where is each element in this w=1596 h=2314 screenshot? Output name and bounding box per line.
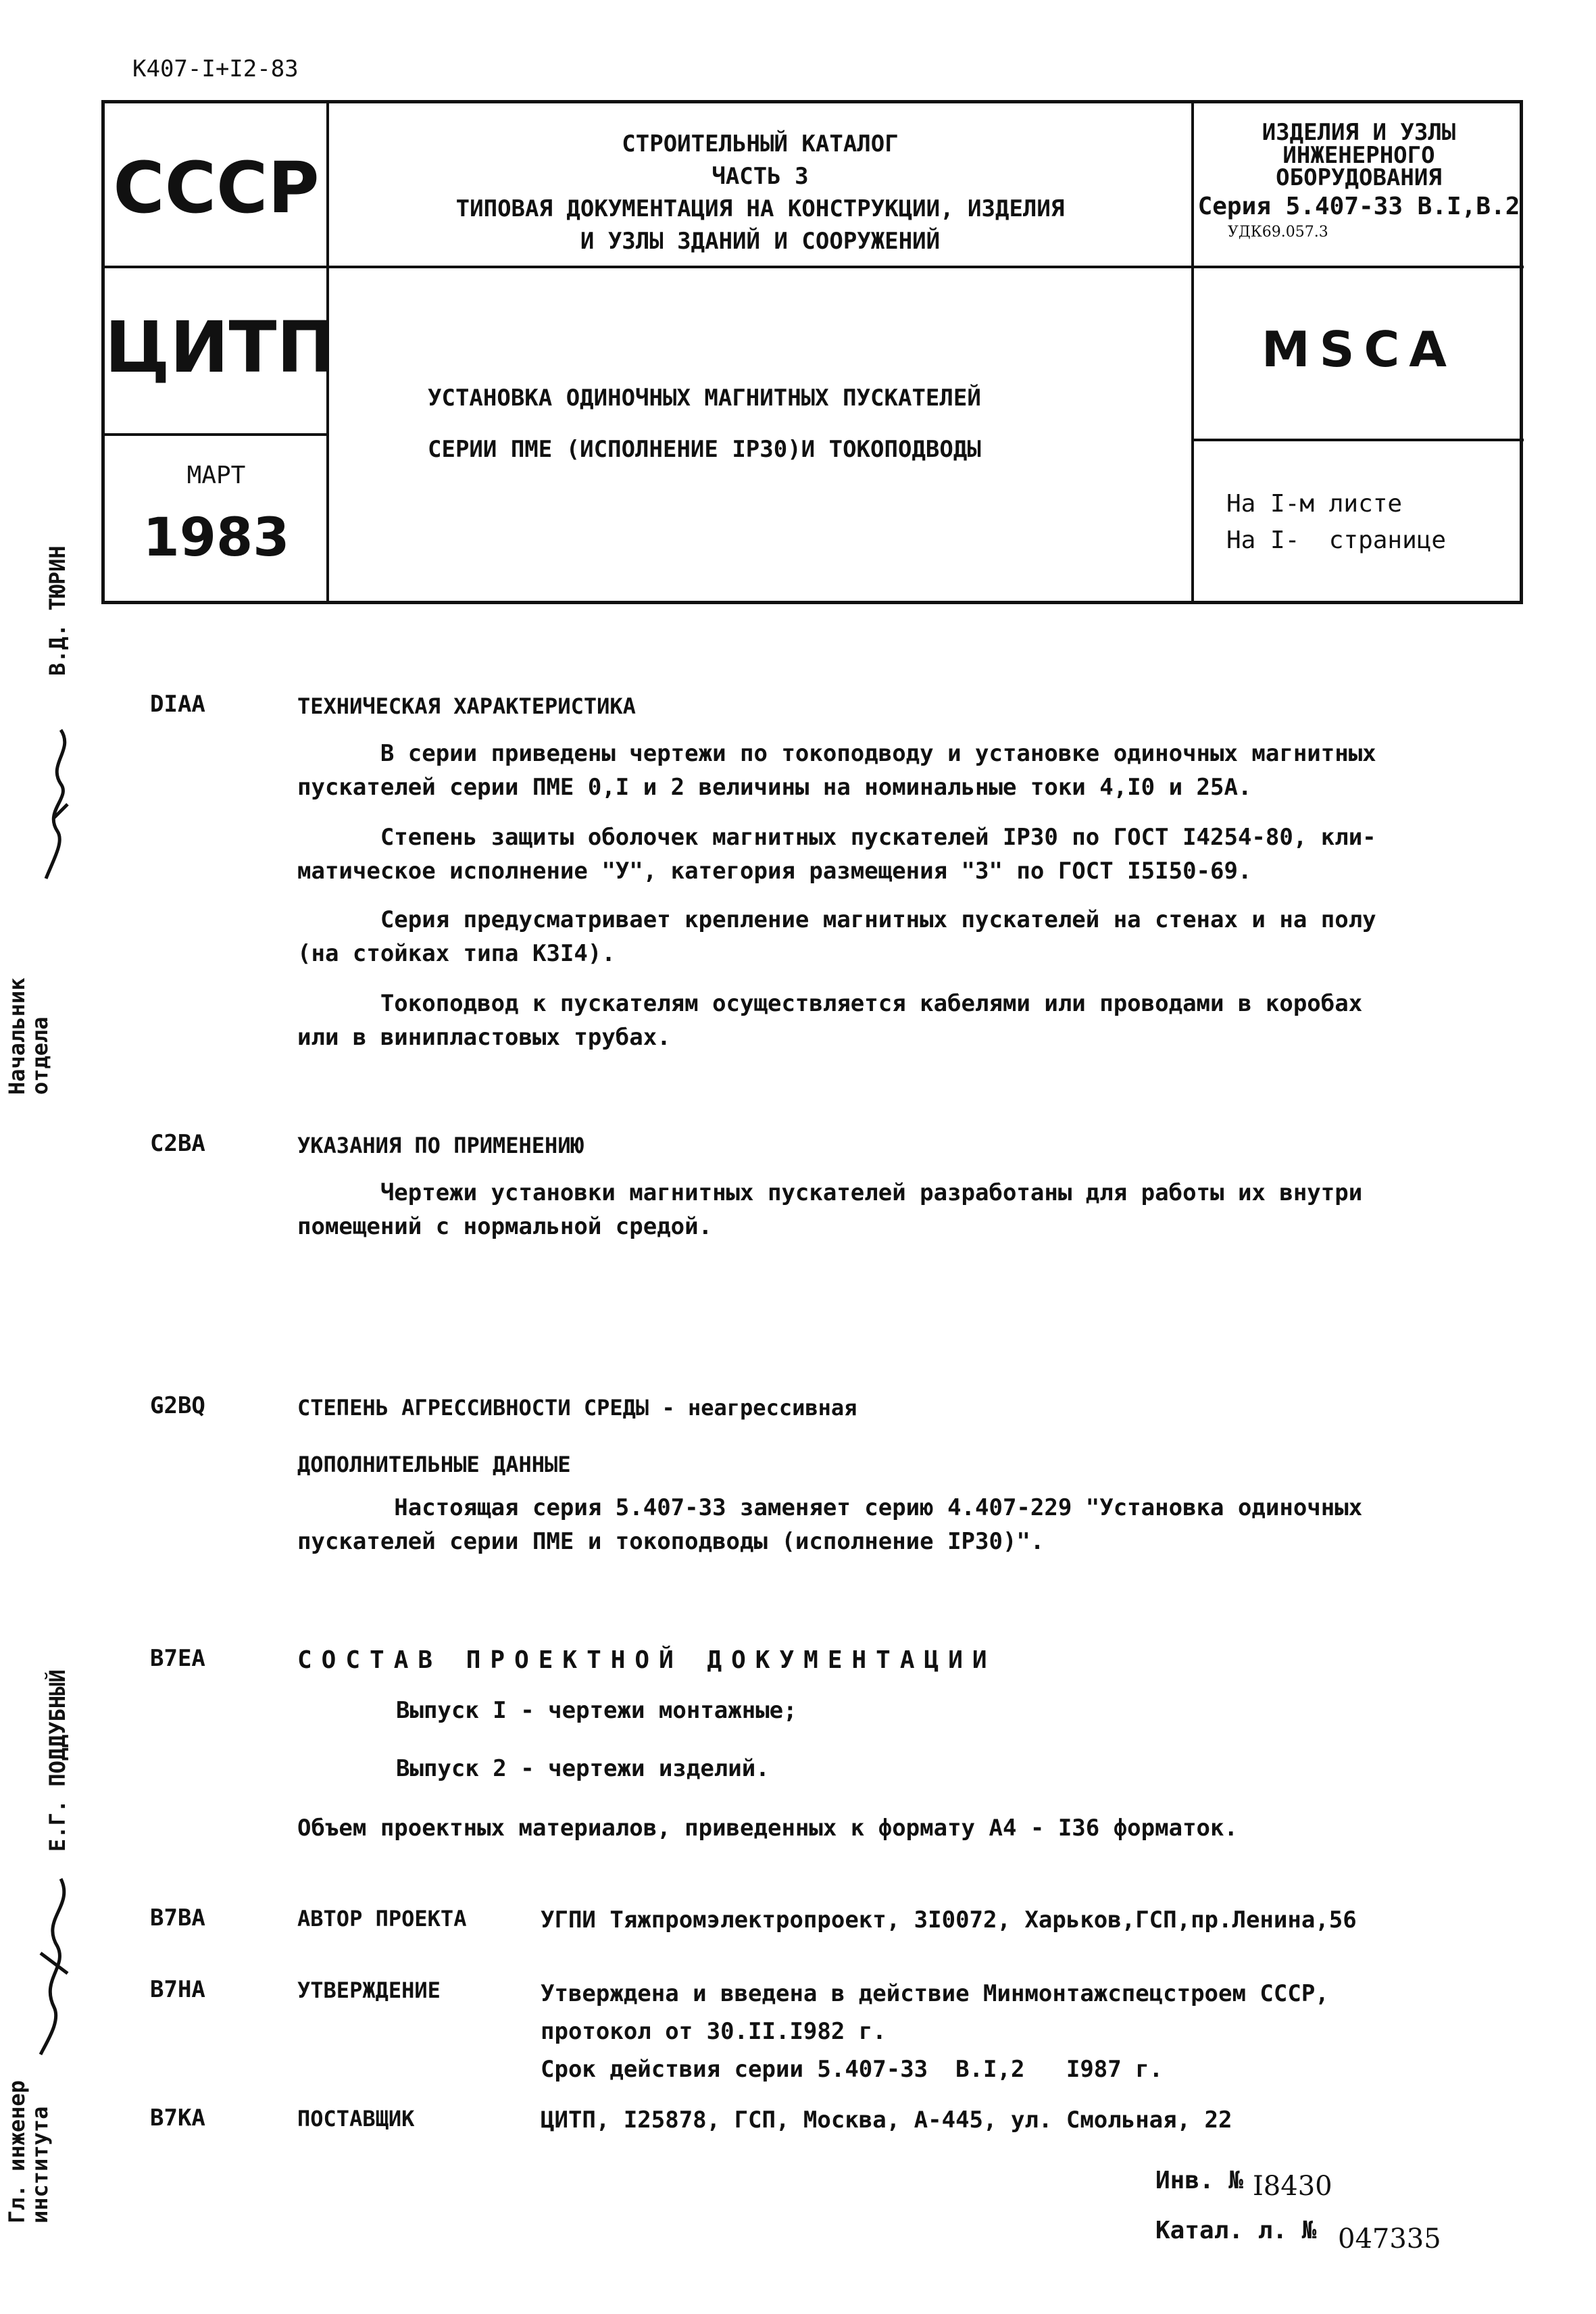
paragraph: Чертежи установки магнитных пускателей разработаны для работы их внутри помещений с нормальной средой.: [297, 1179, 1363, 1240]
row-code: B7BA: [150, 1904, 205, 1931]
header-table: [101, 100, 1523, 604]
paragraph: Токоподвод к пускателям осуществляется кабелями или проводами в коробах или в винипластовых трубах.: [297, 990, 1363, 1051]
signer-name-2: Е.Г. ПОДДУБНЫЙ: [45, 1669, 70, 1852]
paragraph: В серии приведены чертежи по токоподводу и установке одиночных магнитных пускателей серии ПМЕ 0,I и 2 величины на номинальные токи 4,I0 и 25А.: [297, 740, 1376, 801]
section-heading: УКАЗАНИЯ ПО ПРИМЕНЕНИЮ: [297, 1133, 584, 1158]
document-title: [428, 372, 1184, 475]
summary-line: Объем проектных материалов, приведенных к формату А4 - I36 форматок.: [297, 1815, 1238, 1842]
page-count: На I- странице: [1226, 526, 1447, 554]
series-number: Серия 5.407-33 В.I,В.2: [1197, 193, 1520, 220]
section-heading: СТЕПЕНЬ АГРЕССИВНОСТИ СРЕДЫ - неагрессивная: [297, 1395, 857, 1421]
signer-role-1: [5, 978, 51, 1095]
role-line: Начальник: [4, 977, 30, 1095]
inventory-label: Инв. №: [1155, 2167, 1244, 2194]
section-subheading: ДОПОЛНИТЕЛЬНЫЕ ДАННЫЕ: [297, 1452, 571, 1477]
issue-year: 1983: [143, 508, 290, 568]
section-code: DIAA: [150, 691, 205, 718]
catalog-sheet-number: 047335: [1338, 2223, 1441, 2255]
role-line: отдела: [27, 1016, 53, 1095]
title-line: УСТАНОВКА ОДИНОЧНЫХ МАГНИТНЫХ ПУСКАТЕЛЕЙ: [428, 385, 981, 412]
divider: [1193, 266, 1524, 268]
signature-2: [27, 1872, 81, 2061]
section-line: ИНЖЕНЕРНОГО: [1282, 142, 1435, 169]
signature-1: [34, 723, 81, 885]
divider: [105, 266, 328, 268]
role-line: Гл. инженер: [4, 2080, 30, 2223]
divider: [1193, 439, 1524, 441]
section-heading: ТЕХНИЧЕСКАЯ ХАРАКТЕРИСТИКА: [297, 693, 636, 719]
issue-month: МАРТ: [186, 462, 246, 489]
signer-name-1: В.Д. ТЮРИН: [45, 545, 70, 676]
org-ussr: СССР: [113, 147, 320, 229]
signer-role-2: [5, 2080, 51, 2223]
row-code: B7KA: [150, 2104, 205, 2132]
row-code: B7HA: [150, 1976, 205, 2003]
sheet-count: На I-м листе: [1226, 490, 1403, 518]
paragraph: Настоящая серия 5.407-33 заменяет серию 4.407-229 "Установка одиночных пускателей серии ПМЕ и токоподводы (исполнение IP30)".: [297, 1494, 1363, 1555]
catalog-line: ЧАСТЬ 3: [712, 163, 809, 190]
catalog-sheet-label: Катал. л. №: [1155, 2217, 1317, 2244]
org-citp: ЦИТП: [105, 306, 336, 389]
catalog-line: ТИПОВАЯ ДОКУМЕНТАЦИЯ НА КОНСТРУКЦИИ, ИЗДЕЛИЯ: [455, 195, 1065, 222]
paragraph: Серия предусматривает крепление магнитных пускателей на стенах и на полу (на стойках типа К3I4).: [297, 906, 1376, 967]
catalog-line: СТРОИТЕЛЬНЫЙ КАТАЛОГ: [622, 130, 899, 157]
section-heading: СОСТАВ ПРОЕКТНОЙ ДОКУМЕНТАЦИИ: [297, 1646, 997, 1674]
list-item: Выпуск I - чертежи монтажные;: [396, 1697, 797, 1724]
title-line: СЕРИИ ПМЕ (ИСПОЛНЕНИЕ IP30)И ТОКОПОДВОДЫ: [428, 436, 981, 463]
sheet-info: [1226, 486, 1446, 559]
udc-code: УДК69.057.3: [1228, 224, 1328, 241]
section-line: ИЗДЕЛИЯ И УЗЛЫ: [1262, 119, 1456, 146]
list-item: Выпуск 2 - чертежи изделий.: [396, 1755, 770, 1782]
row-label: УТВЕРЖДЕНИЕ: [297, 1977, 441, 2003]
section-code: B7EA: [150, 1645, 205, 1672]
section-code: C2BA: [150, 1130, 205, 1157]
section-code: G2BQ: [150, 1392, 205, 1419]
role-line: института: [27, 2106, 53, 2223]
catalog-line: И УЗЛЫ ЗДАНИЙ И СООРУЖЕНИЙ: [580, 228, 941, 255]
row-label: ПОСТАВЩИК: [297, 2106, 415, 2132]
row-value: УГПИ Тяжпромэлектропроект, 3I0072, Харьков,ГСП,пр.Ленина,56: [541, 1906, 1357, 1934]
catalog-block: [329, 128, 1191, 257]
divider: [105, 433, 328, 436]
row-value: Утверждена и введена в действие Минмонтажспецстроем СССР, протокол от 30.II.I982 г. Срок действия серии 5.407-33 В.I,2 I987 г.: [541, 1980, 1329, 2083]
inventory-number: I8430: [1253, 2171, 1332, 2202]
msca-code: MSCA: [1261, 321, 1457, 378]
section-block: [1194, 120, 1524, 241]
row-value: ЦИТП, I25878, ГСП, Москва, А-445, ул. Смольная, 22: [541, 2107, 1232, 2134]
document-code: К407-I+I2-83: [132, 55, 299, 82]
row-label: АВТОР ПРОЕКТА: [297, 1906, 467, 1931]
divider: [328, 266, 1193, 268]
section-line: ОБОРУДОВАНИЯ: [1276, 164, 1442, 191]
paragraph: Степень защиты оболочек магнитных пускателей IP30 по ГОСТ I4254-80, кли- матическое исполнение "У", категория размещения "3" по ГОСТ I5I50-69.: [297, 824, 1376, 885]
